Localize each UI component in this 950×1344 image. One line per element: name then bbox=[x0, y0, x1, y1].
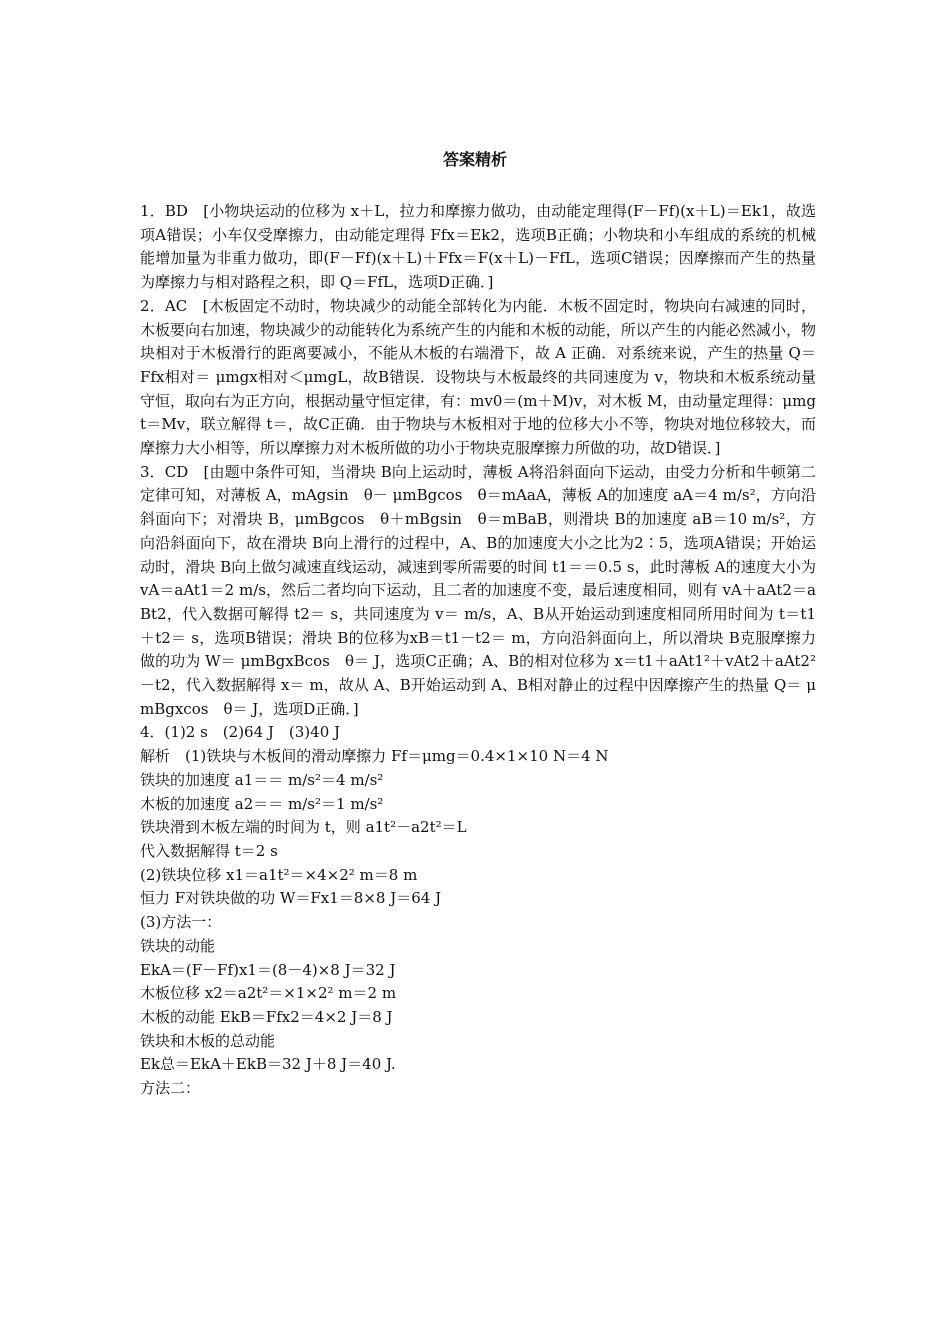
answer-content bbox=[140, 200, 816, 1101]
solution-line: 代入数据解得 t＝2 s bbox=[140, 841, 278, 860]
solution-line: 木板位移 x2＝a2t²＝×1×2² m＝2 m bbox=[140, 984, 397, 1003]
answer-4-summary: 4．(1)2 s (2)64 J (3)40 J bbox=[140, 723, 341, 742]
answer-2: 2．AC [木板固定不动时，物块减少的动能全部转化为内能．木板不固定时，物块向右减速的同时，木板要向右加速，物块减少的动能转化为系统产生的内能和木板的动能，所以产生的内能必然减小，物块相对于木板滑行的距离要减小，不能从木板的右端滑下，故 A 正确．对系统来说，产生的热量 Q＝Ffx相对＝ μmgx相对＜μmgL，故B错误．设物块与木板最终的共同速度为 v，物块和木板系统动量守恒，取向右为正方向，根据动量守恒定律，有：mv0＝(m＋M)v，对木板 M，由动量定理得：μmgt＝Mv，联立解得 t＝，故C正确．由于物块与木板相对于地的位移大小不等，物块对地位移较大，而摩擦力大小相等，所以摩擦力对木板所做的功小于物块克服摩擦力所做的功，故D错误．] bbox=[140, 296, 816, 458]
solution-line: 铁块滑到木板左端的时间为 t，则 a1t²－a2t²＝L bbox=[140, 818, 467, 837]
answer-3: 3．CD [由题中条件可知，当滑块 B向上运动时，薄板 A将沿斜面向下运动，由受力分析和牛顿第二定律可知，对薄板 A，mAgsin θ－ μmBgcos θ＝mAaA，薄板 A的加速度 aA＝4 m/s²，方向沿斜面向下；对滑块 B，μmBgcos θ＋mBgsin θ＝mBaB，则滑块 B的加速度 aB＝10 m/s²，方向沿斜面向下，故在滑块 B向上滑行的过程中，A、B的加速度大小之比为2∶5，选项A错误；开始运动时，滑块 B向上做匀减速直线运动，减速到零所需要的时间 t1＝＝0.5 s，此时薄板 A的速度大小为 vA＝aAt1＝2 m/s，然后二者均向下运动，且二者的加速度不变，最后速度相同，则有 vA＋aAt2＝aBt2，代入数据可解得 t2＝ s，共同速度为 v＝ m/s，A、B从开始运动到速度相同所用时间为 t＝t1＋t2＝ s，选项B错误；滑块 B的位移为xB＝t1－t2＝ m，方向沿斜面向上，所以滑块 B克服摩擦力做的功为 W＝ μmBgxBcos θ＝ J，选项C正确；A、B的相对位移为 x＝t1＋aAt1²＋vAt2＋aAt2²－t2，代入数据解得 x＝ m，故从 A、B开始运动到 A、B相对静止的过程中因摩擦产生的热量 Q＝ μmBgxcos θ＝ J，选项D正确．] bbox=[140, 462, 816, 718]
solution-line: 解析 (1)铁块与木板间的滑动摩擦力 Ff＝μmg＝0.4×1×10 N＝4 N bbox=[140, 747, 609, 766]
solution-line: 木板的加速度 a2＝＝ m/s²＝1 m/s² bbox=[140, 794, 384, 813]
solution-line: EkA＝(F－Ff)x1＝(8－4)×8 J＝32 J bbox=[140, 960, 396, 979]
solution-line: Ek总＝EkA＋EkB＝32 J＋8 J＝40 J. bbox=[140, 1055, 396, 1074]
solution-line: 铁块的加速度 a1＝＝ m/s²＝4 m/s² bbox=[140, 770, 384, 789]
solution-line: 木板的动能 EkB＝Ffx2＝4×2 J＝8 J bbox=[140, 1007, 393, 1026]
solution-line: 方法二： bbox=[140, 1079, 201, 1098]
page-title: 答案精析 bbox=[442, 150, 507, 169]
solution-line: 铁块的动能 bbox=[140, 936, 216, 955]
solution-line: 铁块和木板的总动能 bbox=[140, 1031, 276, 1050]
solution-line: (2)铁块位移 x1＝a1t²＝×4×2² m＝8 m bbox=[140, 865, 418, 884]
answer-1: 1．BD [小物块运动的位移为 x＋L，拉力和摩擦力做功，由动能定理得(F－Ff)(x＋L)＝Ek1，故选项A错误；小车仅受摩擦力，由动能定理得 Ffx＝Ek2，选项B正确；小物块和小车组成的系统的机械能增加量为非重力做功，即(F－Ff)(x＋L)＋Ffx＝F(x＋L)－FfL，选项C错误；因摩擦而产生的热量为摩擦力与相对路程之积，即 Q＝FfL，选项D正确．] bbox=[140, 202, 816, 292]
solution-line: (3)方法一： bbox=[140, 913, 222, 932]
solution-line: 恒力 F对铁块做的功 W＝Fx1＝8×8 J＝64 J bbox=[140, 889, 442, 908]
